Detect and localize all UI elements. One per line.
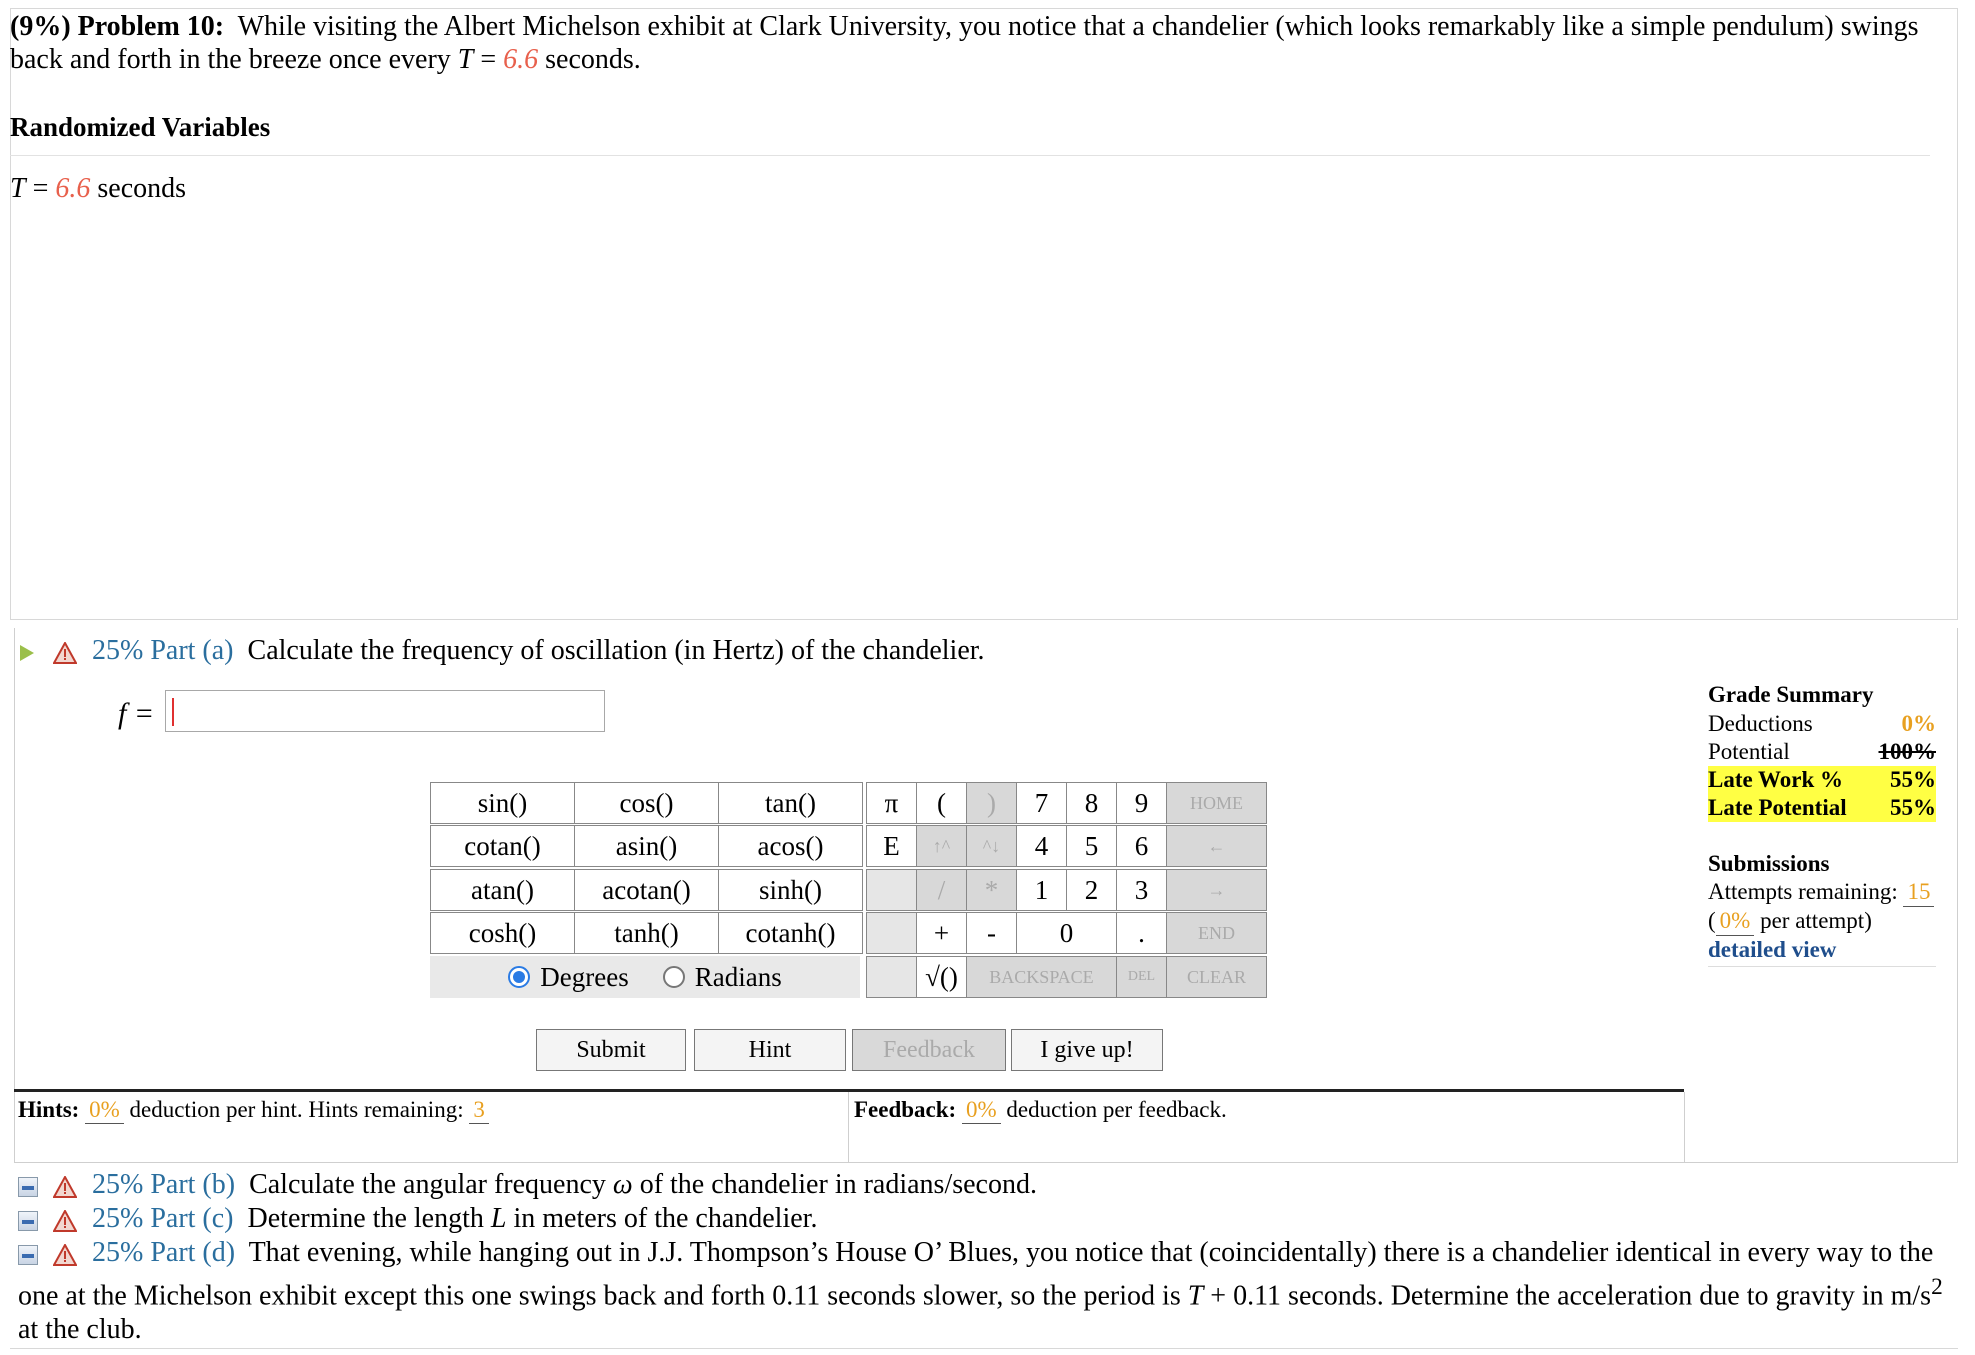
key-del[interactable]: DEL <box>1116 956 1167 998</box>
submissions-title: Submissions <box>1708 851 1830 876</box>
key-e[interactable]: E <box>866 825 917 867</box>
key-acos[interactable]: acos() <box>718 825 863 867</box>
warning-icon <box>53 1244 77 1266</box>
late-potential-value: 55% <box>1890 795 1936 820</box>
radians-label: Radians <box>694 961 782 992</box>
key-blank <box>866 869 917 911</box>
problem-text-after: seconds. <box>538 44 641 75</box>
deductions-label: Deductions <box>1708 711 1813 736</box>
text-caret <box>172 698 174 726</box>
late-potential-row <box>1708 794 1936 822</box>
key-4[interactable]: 4 <box>1016 825 1067 867</box>
key-8[interactable]: 8 <box>1066 782 1117 824</box>
key-sqrt[interactable]: √() <box>916 956 967 998</box>
part-a-header[interactable] <box>20 635 985 667</box>
key-5[interactable]: 5 <box>1066 825 1117 867</box>
warning-icon <box>53 1210 77 1232</box>
key-asin[interactable]: asin() <box>574 825 719 867</box>
degrees-label: Degrees <box>540 961 629 992</box>
part-b-weight: 25% Part (b) <box>92 1169 236 1200</box>
key-atan[interactable]: atan() <box>430 869 575 911</box>
key-3[interactable]: 3 <box>1116 869 1167 911</box>
part-d-var: T <box>1187 1280 1204 1312</box>
key-tan[interactable]: tan() <box>718 782 863 824</box>
key-tanh[interactable]: tanh() <box>574 912 719 954</box>
key-pi[interactable]: π <box>866 782 917 824</box>
feedback-text: deduction per feedback. <box>1000 1097 1227 1122</box>
feedback-deduction: 0% <box>962 1097 1001 1124</box>
problem-panel <box>10 8 1958 620</box>
problem-text-before: While visiting the Albert Michelson exhibit at Clark University, you notice that a chandelier (which looks remarkably like a simple pendulum) swings back and forth in the breeze once every <box>10 11 1919 75</box>
radians-radio[interactable] <box>663 966 685 988</box>
rv-unit: seconds <box>90 173 187 204</box>
problem-statement <box>10 10 1930 76</box>
key-0[interactable]: 0 <box>1016 912 1117 954</box>
late-work-label: Late Work % <box>1708 767 1844 792</box>
key-exponent-up[interactable]: ↑^ <box>916 825 967 867</box>
key-cotanh[interactable]: cotanh() <box>718 912 863 954</box>
feedback-info <box>854 1097 1227 1124</box>
hints-info <box>18 1097 489 1124</box>
late-work-row <box>1708 766 1936 794</box>
detailed-view-link[interactable]: detailed view <box>1708 937 1837 962</box>
key-end[interactable]: END <box>1166 912 1267 954</box>
key-1[interactable]: 1 <box>1016 869 1067 911</box>
problem-eq: = <box>473 44 504 75</box>
give-up-button[interactable]: I give up! <box>1011 1029 1163 1071</box>
randomized-variable-line <box>10 173 186 205</box>
divider <box>848 1092 849 1162</box>
late-work-value: 55% <box>1890 767 1936 792</box>
key-clear[interactable]: CLEAR <box>1166 956 1267 998</box>
degrees-radio[interactable] <box>508 966 530 988</box>
rv-value: 6.6 <box>55 173 91 204</box>
randomized-variables-heading: Randomized Variables <box>10 112 271 142</box>
part-b-var: ω <box>612 1169 633 1200</box>
key-7[interactable]: 7 <box>1016 782 1067 824</box>
potential-value: 100% <box>1878 739 1936 764</box>
problem-weight: (9%) <box>10 11 71 42</box>
calculator-keypad <box>430 782 1270 1000</box>
divider <box>10 155 1930 156</box>
attempts-value: 15 <box>1903 878 1934 907</box>
part-a-weight: 25% Part (a) <box>92 635 234 666</box>
answer-label: f = <box>118 697 155 730</box>
key-9[interactable]: 9 <box>1116 782 1167 824</box>
potential-label: Potential <box>1708 739 1790 764</box>
deductions-value: 0% <box>1901 711 1936 736</box>
key-6[interactable]: 6 <box>1116 825 1167 867</box>
problem-title: Problem 10: <box>77 11 225 42</box>
problem-value: 6.6 <box>503 44 539 75</box>
part-b-header[interactable]: 25% Part (b) Calculate the angular frequency ω of the chandelier in radians/second. <box>18 1168 1037 1202</box>
expand-box-icon[interactable] <box>18 1245 38 1265</box>
key-left-arrow[interactable]: ← <box>1166 825 1267 867</box>
expand-box-icon[interactable] <box>18 1211 38 1231</box>
rv-eq: = <box>25 173 56 204</box>
key-right-arrow[interactable]: → <box>1166 869 1267 911</box>
rv-var: T <box>10 173 26 204</box>
submit-button[interactable]: Submit <box>536 1029 686 1071</box>
key-cosh[interactable]: cosh() <box>430 912 575 954</box>
divider <box>10 1348 1958 1349</box>
expand-triangle-icon[interactable] <box>20 645 34 661</box>
key-right-paren[interactable]: ) <box>966 782 1017 824</box>
key-left-paren[interactable]: ( <box>916 782 967 824</box>
problem-var: T <box>457 44 474 75</box>
per-attempt-value: 0% <box>1716 907 1755 936</box>
key-cos[interactable]: cos() <box>574 782 719 824</box>
warning-icon <box>53 642 77 664</box>
key-2[interactable]: 2 <box>1066 869 1117 911</box>
hints-remaining: 3 <box>469 1097 489 1124</box>
part-c-header[interactable]: 25% Part (c) Determine the length L in meters of the chandelier. <box>18 1202 817 1236</box>
late-potential-label: Late Potential <box>1708 795 1847 820</box>
feedback-button[interactable]: Feedback <box>852 1029 1006 1071</box>
key-cotan[interactable]: cotan() <box>430 825 575 867</box>
part-c-weight: 25% Part (c) <box>92 1203 234 1234</box>
key-acotan[interactable]: acotan() <box>574 869 719 911</box>
divider <box>1684 1092 1685 1162</box>
per-attempt: ( 0% per attempt) <box>1708 907 1936 936</box>
part-a-text: Calculate the frequency of oscillation (in Hertz) of the chandelier. <box>247 635 985 666</box>
key-sin[interactable]: sin() <box>430 782 575 824</box>
key-minus[interactable]: - <box>966 912 1017 954</box>
part-d-header[interactable]: 25% Part (d) That evening, while hanging out in J.J. Thompson’s House O’ Blues, you notice that (coincidentally) there is a chandelier identical in every way to the one at the Michelson exhibit except this one swings back and forth 0.11 seconds slower, so the period is T + 0.11 seconds. Determine the acceleration due to gravity in $m/s^2$ at the club. <box>18 1237 1943 1346</box>
key-blank <box>866 912 917 954</box>
key-sinh[interactable]: sinh() <box>718 869 863 911</box>
hints-deduction: 0% <box>85 1097 124 1124</box>
part-c-var: L <box>490 1203 507 1234</box>
answer-input[interactable] <box>165 690 605 732</box>
key-decimal[interactable]: . <box>1116 912 1167 954</box>
angle-mode <box>430 956 860 998</box>
key-divide[interactable]: / <box>916 869 967 911</box>
submissions-panel <box>1708 850 1936 967</box>
grade-summary <box>1708 680 1936 822</box>
key-blank <box>866 956 917 998</box>
expand-box-icon[interactable] <box>18 1177 38 1197</box>
part-d-weight: 25% Part (d) <box>92 1237 236 1268</box>
potential-row <box>1708 738 1936 766</box>
key-backspace[interactable]: BACKSPACE <box>966 956 1117 998</box>
hints-label: Hints: <box>18 1097 80 1122</box>
warning-icon <box>53 1176 77 1198</box>
feedback-label: Feedback: <box>854 1097 957 1122</box>
divider <box>14 1089 1684 1092</box>
key-home[interactable]: HOME <box>1166 782 1267 824</box>
hint-button[interactable]: Hint <box>694 1029 846 1071</box>
key-exponent-down[interactable]: ^↓ <box>966 825 1017 867</box>
deductions-row <box>1708 710 1936 738</box>
hints-text: deduction per hint. Hints remaining: <box>123 1097 470 1122</box>
key-plus[interactable]: + <box>916 912 967 954</box>
grade-summary-title: Grade Summary <box>1708 682 1874 707</box>
key-multiply[interactable]: * <box>966 869 1017 911</box>
attempts-remaining: Attempts remaining: 15 <box>1708 878 1936 907</box>
